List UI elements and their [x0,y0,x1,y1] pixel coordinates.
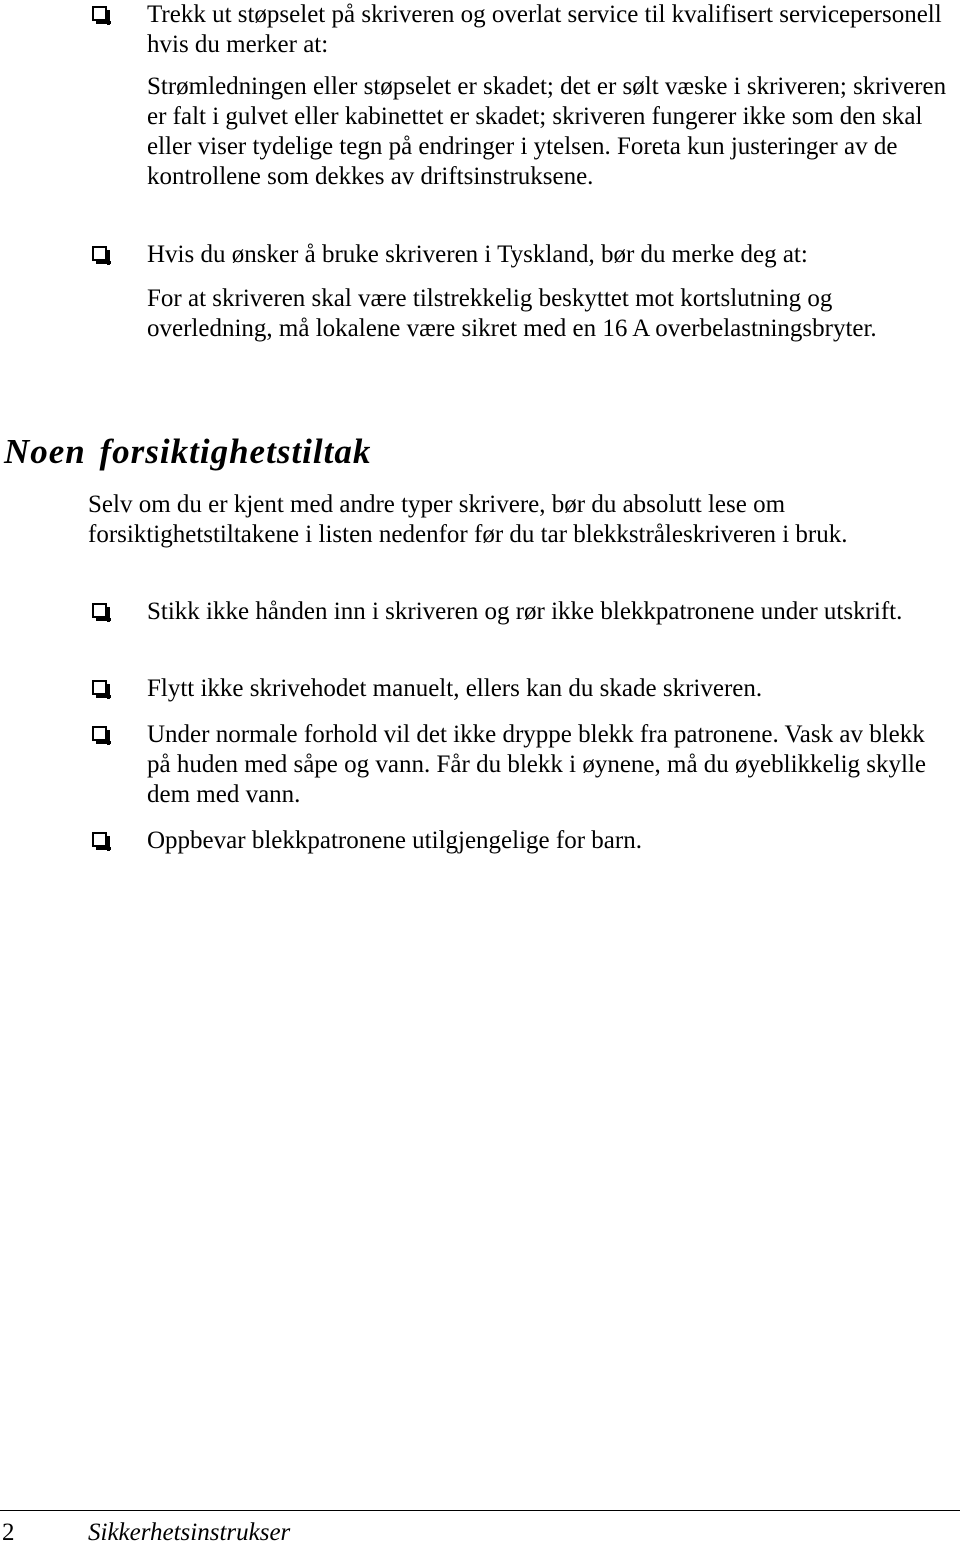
bullet-text: Under normale forhold vil det ikke dryppe blekk fra patronene. Vask av blekk på huden med såpe og vann. Får du blekk i øynene, må du øyeblikkelig skylle dem med vann. [147,721,926,808]
bullet-text: Trekk ut støpselet på skriveren og overlat service til kvalifisert servicepersonell hvis du merker at: [147,1,942,58]
bullet-text: Flytt ikke skrivehodet manuelt, ellers kan du skade skriveren. [147,675,763,702]
checkbox-bullet-icon [92,680,107,695]
footer-section-title: Sikkerhetsinstrukser [88,1519,291,1546]
footer-divider [0,1510,960,1511]
bullet-text: Oppbevar blekkpatronene utilgjengelige for barn. [147,827,642,854]
bullet-continuation: Strømledningen eller støpselet er skadet; det er sølt væske i skriveren; skriveren er falt i gulvet eller kabinettet er skadet; skriveren fungerer ikke som den skal eller viser tydelige tegn på endringer i ytelsen. Foreta kun justeringer av de kontrollene som dekkes av driftsinstruksene. [147,73,947,190]
section-heading: Noen forsiktighetstiltak [4,432,372,471]
section-intro: Selv om du er kjent med andre typer skrivere, bør du absolutt lese om forsiktighetstiltakene i listen nedenfor før du tar blekkstråleskriveren i bruk. [88,491,848,548]
bullet-text: Hvis du ønsker å bruke skriveren i Tyskland, bør du merke deg at: [147,241,808,268]
bullet-continuation: For at skriveren skal være tilstrekkelig beskyttet mot kortslutning og overledning, må lokalene være sikret med en 16 A overbelastningsbryter. [147,285,877,342]
page-number: 2 [2,1519,15,1546]
checkbox-bullet-icon [92,832,107,847]
checkbox-bullet-icon [92,246,107,261]
checkbox-bullet-icon [92,603,107,618]
bullet-text: Stikk ikke hånden inn i skriveren og rør ikke blekkpatronene under utskrift. [147,598,903,625]
checkbox-bullet-icon [92,6,107,21]
checkbox-bullet-icon [92,726,107,741]
